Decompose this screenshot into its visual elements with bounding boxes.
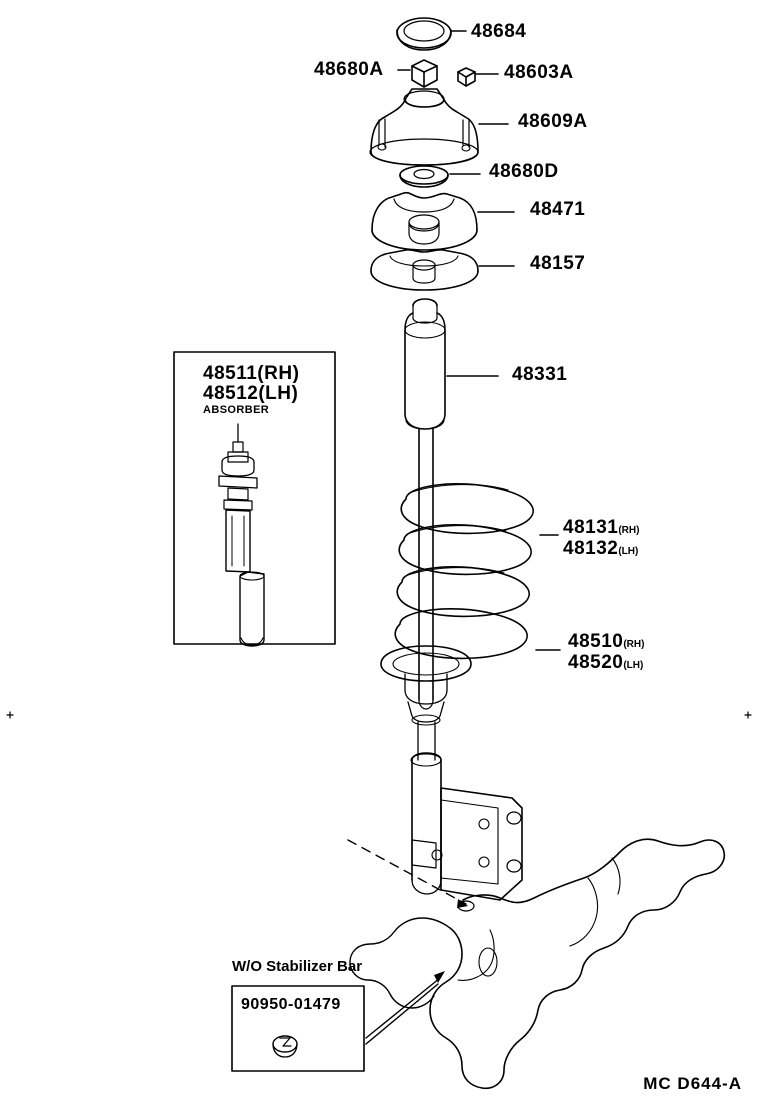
label-48131: 48131(RH) <box>563 517 640 538</box>
absorber-inset-labels <box>203 364 333 416</box>
label-48331: 48331 <box>512 364 568 385</box>
label-48471: 48471 <box>530 199 586 220</box>
part-48471-insulator <box>372 193 477 250</box>
part-48511-absorber-drawing <box>219 424 264 646</box>
label-48512: 48512(LH) <box>203 382 299 404</box>
part-48131-coil-spring <box>395 484 533 659</box>
part-48603A-nut <box>458 68 475 86</box>
part-48157-seat <box>371 250 478 290</box>
label-48511: 48511(RH) <box>203 363 300 384</box>
label-48680D: 48680D <box>489 161 559 182</box>
label-90950-01479: 90950-01479 <box>241 996 341 1013</box>
part-48680A-nut <box>412 60 437 87</box>
label-48603A: 48603A <box>504 62 574 83</box>
part-48684-cap <box>397 18 451 50</box>
label-48680A: 48680A <box>314 59 384 80</box>
label-48157: 48157 <box>530 253 586 274</box>
label-48520: 48520(LH) <box>568 652 644 673</box>
label-48609A: 48609A <box>518 111 588 132</box>
part-steering-knuckle <box>350 839 724 1088</box>
label-absorber-caption: ABSORBER <box>203 403 270 416</box>
part-90950-01479-clip <box>273 1036 297 1057</box>
part-48609A-support <box>370 89 478 165</box>
label-48132: 48132(LH) <box>563 538 639 559</box>
part-48331-dust-boot <box>405 299 445 429</box>
label-48684: 48684 <box>471 21 527 42</box>
sheet-code: MC D644-A <box>643 1074 742 1093</box>
label-wo-stabilizer-bar: W/O Stabilizer Bar <box>232 958 363 975</box>
part-48680D-washer <box>400 166 448 187</box>
part-strut-lower-body <box>411 722 522 900</box>
label-48510: 48510(RH) <box>568 631 645 652</box>
